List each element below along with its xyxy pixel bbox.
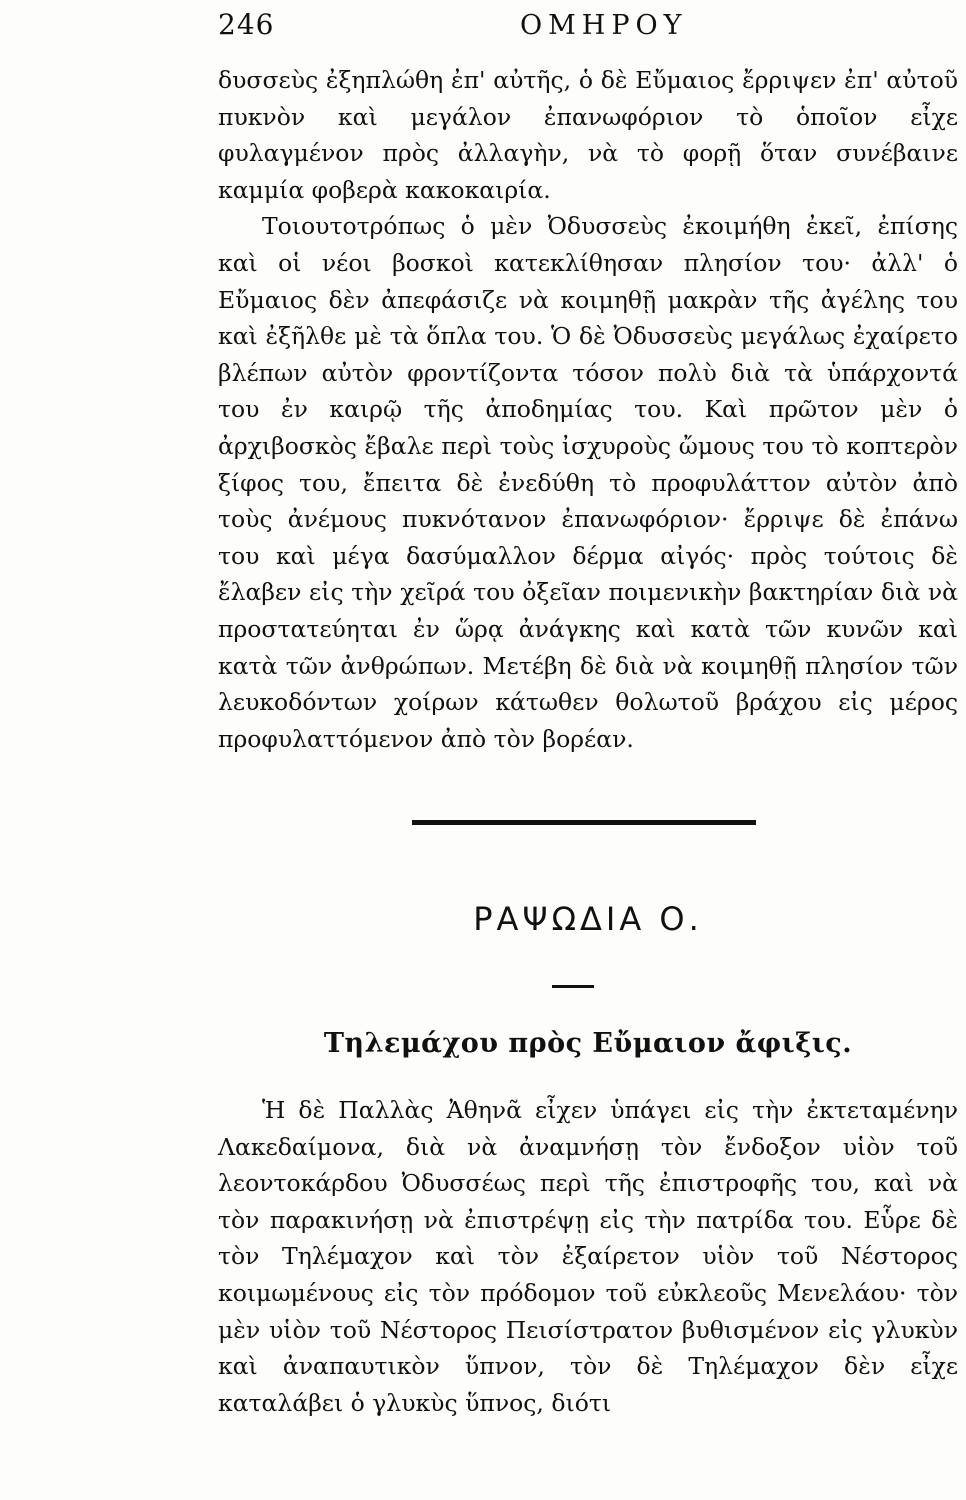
chapter-title: ΡΑΨΩΔΙΑ Ο. (473, 900, 703, 938)
text-block-top (218, 62, 958, 757)
page-number: 246 (218, 8, 275, 41)
section-divider-rule (412, 820, 756, 825)
title-ornament-dash (552, 985, 594, 988)
text-block-bottom (218, 1092, 958, 1421)
chapter-subtitle: Τηλεμάχου πρὸς Εὔμαιον ἄφιξις. (323, 1028, 853, 1059)
paragraph: Ἡ δὲ Παλλὰς Ἀθηνᾶ εἶχεν ὑπάγει εἰς τὴν ἐκτεταμένην Λακεδαίμονα, διὰ νὰ ἀναμνήσῃ τὸν ἔνδοξον υἱὸν τοῦ λεοντοκάρδου Ὀδυσσέως περὶ τῆς ἐπιστροφῆς του, καὶ νὰ τὸν παρακινήσῃ νὰ ἐπιστρέψῃ εἰς τὴν πατρίδα του. Εὗρε δὲ τὸν Τηλέμαχον καὶ τὸν ἐξαίρετον υἱὸν τοῦ Νέστορος κοιμωμένους εἰς τὸν πρόδομον τοῦ εὐκλεοῦς Μενελάου· τὸν μὲν υἱὸν τοῦ Νέστορος Πεισίστρατον βυθισμένον εἰς γλυκὺν καὶ ἀναπαυτικὸν ὕπνον, τὸν δὲ Τηλέμαχον δὲν εἶχε καταλάβει ὁ γλυκὺς ὕπνος, διότι (218, 1096, 958, 1417)
paragraph-continuation: δυσσεὺς ἐξηπλώθη ἐπ' αὐτῆς, ὁ δὲ Εὔμαιος ἔρριψεν ἐπ' αὐτοῦ πυκνὸν καὶ μεγάλον ἐπανωφόριον τὸ ὁποῖον εἶχε φυλαγμένον πρὸς ἀλλαγὴν, νὰ τὸ φορῇ ὅταν συνέβαινε καμμία φοβερὰ κακοκαιρία. (218, 66, 958, 204)
page-header (218, 8, 958, 48)
paragraph: Τοιουτοτρόπως ὁ μὲν Ὀδυσσεὺς ἐκοιμήθη ἐκεῖ, ἐπίσης καὶ οἱ νέοι βοσκοὶ κατεκλίθησαν πλησίον του· ἀλλ' ὁ Εὔμαιος δὲν ἀπεφάσιζε νὰ κοιμηθῇ μακρὰν τῆς ἀγέλης του καὶ ἐξῆλθε μὲ τὰ ὅπλα του. Ὁ δὲ Ὀδυσσεὺς μεγάλως ἐχαίρετο βλέπων αὐτὸν φροντίζοντα τόσον πολὺ διὰ τὰ ὑπάρχοντά του ἐν καιρῷ τῆς ἀποδημίας του. Καὶ πρῶτον μὲν ὁ ἀρχιβοσκὸς ἔβαλε περὶ τοὺς ἰσχυροὺς ὤμους του τὸ κοπτερὸν ξίφος του, ἔπειτα δὲ ἐνεδύθη τὸ προφυλάττον αὐτὸν ἀπὸ τοὺς ἀνέμους πυκνότανον ἐπανωφόριον· ἔρριψε δὲ ἐπάνω του καὶ μέγα δασύμαλλον δέρμα αἰγός· πρὸς τούτοις δὲ ἔλαβεν εἰς τὴν χεῖρά του ὀξεῖαν ποιμενικὴν βακτηρίαν διὰ νὰ προστατεύηται ἐν ὥρᾳ ἀνάγκης καὶ κατὰ τῶν κυνῶν καὶ κατὰ τῶν ἀνθρώπων. Μετέβη δὲ διὰ νὰ κοιμηθῇ πλησίον τῶν λευκοδόντων χοίρων κάτωθεν θολωτοῦ βράχου εἰς μέρος προφυλαττόμενον ἀπὸ τὸν βορέαν. (218, 212, 958, 753)
running-head: ΟΜΗΡΟΥ (520, 10, 688, 41)
